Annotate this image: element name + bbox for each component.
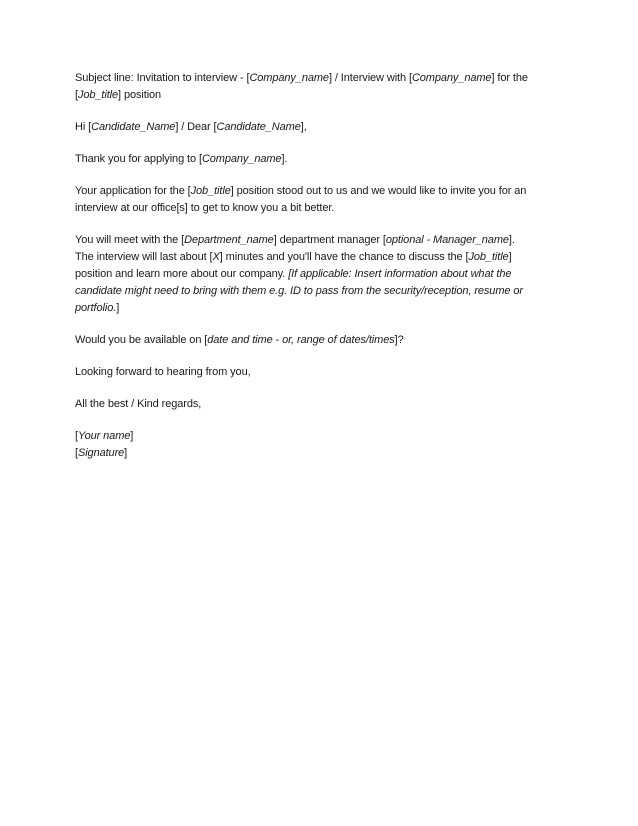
signature-placeholder: [Signature] [75, 447, 128, 459]
subject-line-1: Subject line: Invitation to interview - [Company_name] / Interview with [Company_name] for the [75, 72, 528, 84]
signature-block [75, 428, 565, 462]
your-name-placeholder: [Your name] [75, 430, 134, 442]
subject-line-2: [Job_title] position [75, 89, 162, 101]
meeting-paragraph: You will meet with the [Department_name] department manager [optional - Manager_name]. The interview will last about [X] minutes and you'll have the chance to discuss the [Job_title] position and learn more about our company. [If applicable: Insert information about what the candidate might need to bring with them e.g. ID to pass from the security/reception, resume or portfolio.] [75, 234, 523, 314]
letter-body [75, 70, 565, 477]
greeting: Hi [Candidate_Name] / Dear [Candidate_Name], [75, 121, 307, 133]
closing-line: All the best / Kind regards, [75, 398, 202, 410]
availability-paragraph: Would you be available on [date and time - or, range of dates/times]? [75, 334, 404, 346]
thanks-paragraph: Thank you for applying to [Company_name]. [75, 153, 288, 165]
looking-forward-line: Looking forward to hearing from you, [75, 366, 251, 378]
subject-line [75, 70, 565, 104]
application-paragraph: Your application for the [Job_title] position stood out to us and we would like to invite you for an interview at our office[s] to get to know you a bit better. [75, 185, 527, 214]
